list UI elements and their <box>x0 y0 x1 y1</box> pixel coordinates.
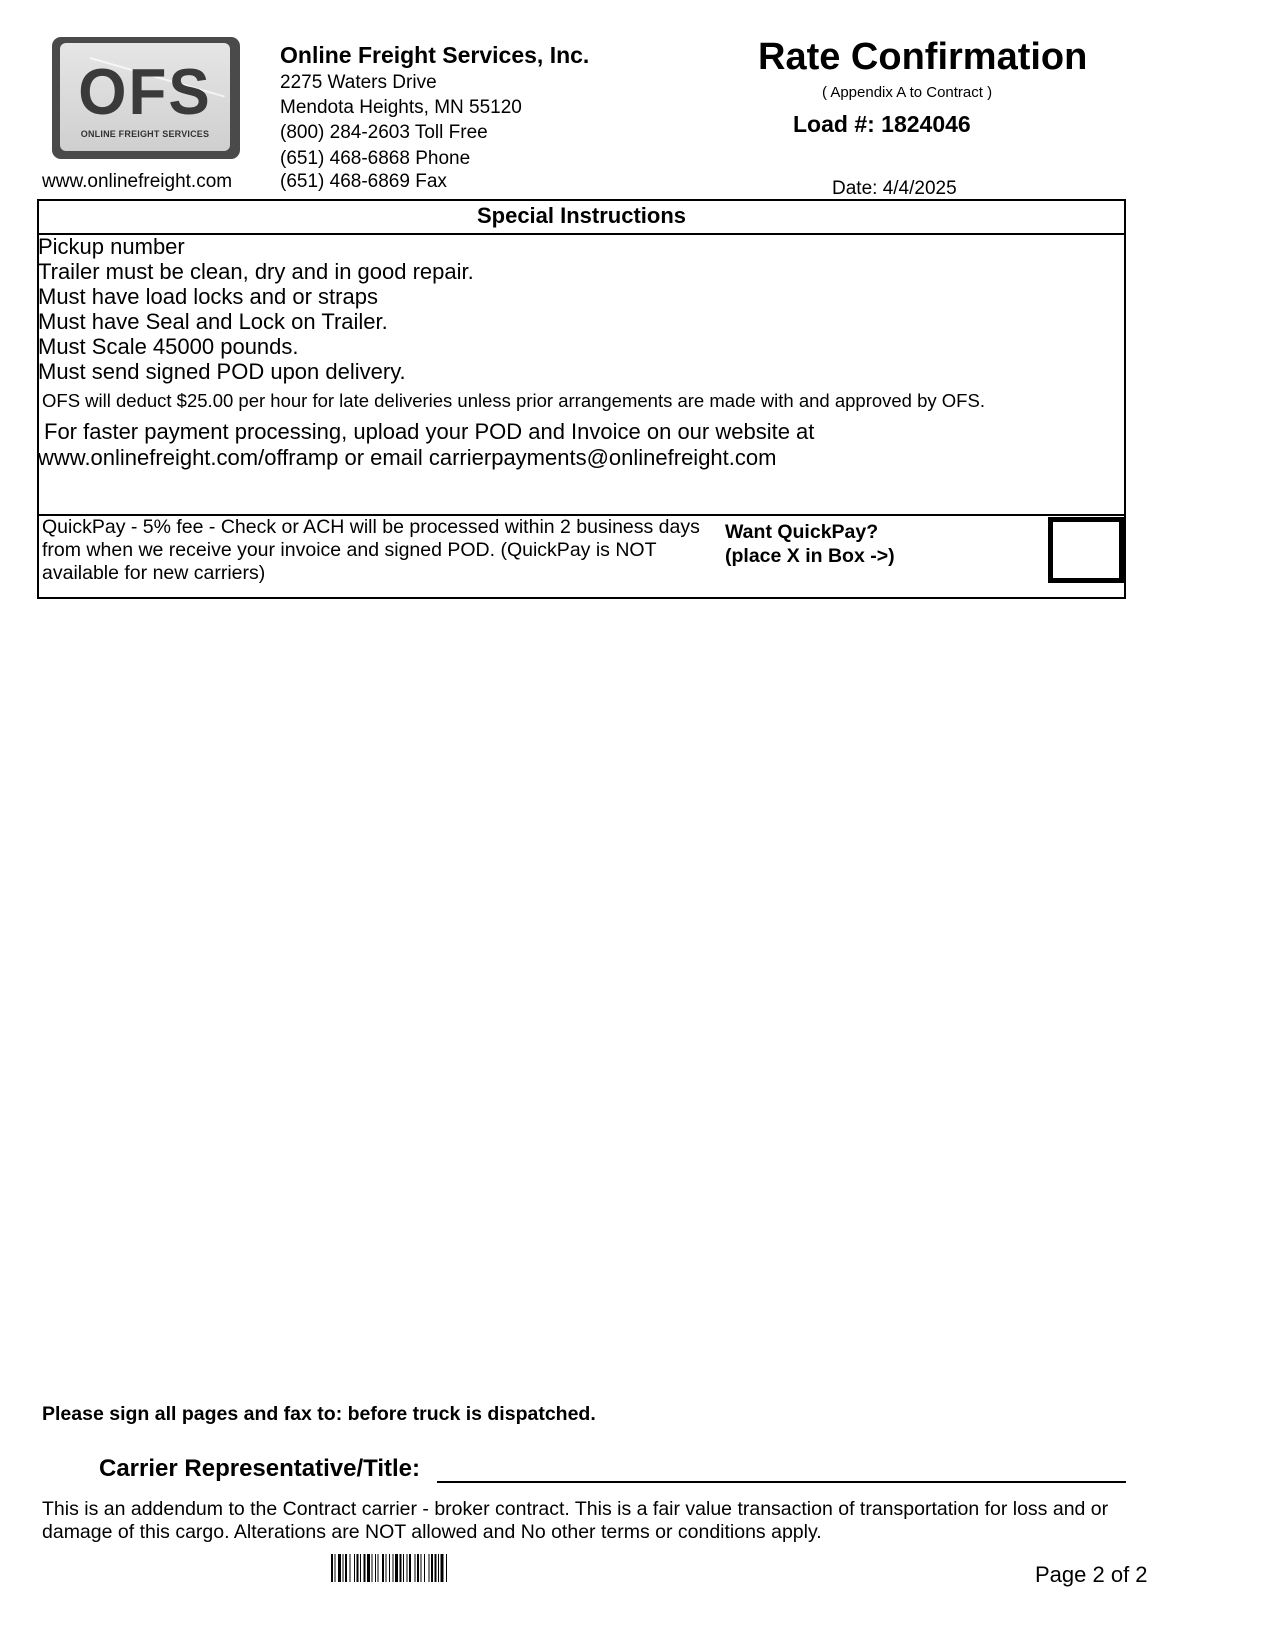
quickpay-question: Want QuickPay? <box>725 521 879 543</box>
instruction-line: Pickup number <box>38 234 185 259</box>
barcode <box>331 1554 531 1582</box>
page-number: Page 2 of 2 <box>1035 1562 1148 1587</box>
carrier-representative-label: Carrier Representative/Title: <box>99 1455 421 1482</box>
carrier-signature-line[interactable] <box>437 1481 1126 1483</box>
instruction-line: Must send signed POD upon delivery. <box>38 359 406 384</box>
document-title: Rate Confirmation <box>758 36 1088 78</box>
address-street: 2275 Waters Drive <box>280 72 437 93</box>
fax-number: (651) 468-6869 Fax <box>280 171 447 192</box>
logo-plate <box>60 43 230 151</box>
instruction-line: Must have load locks and or straps <box>38 284 378 309</box>
contract-disclaimer: This is an addendum to the Contract carrier - broker contract. This is a fair value transaction of transportation for loss and or damage of this cargo. Alterations are NOT allowed and No other terms or conditions apply. <box>42 1498 1109 1543</box>
document-date: Date: 4/4/2025 <box>832 178 957 199</box>
quickpay-hint: (place X in Box ->) <box>725 545 895 567</box>
quickpay-terms: QuickPay - 5% fee - Check or ACH will be processed within 2 business days from when we receive your invoice and signed POD. (QuickPay is NOT available for new carriers) <box>42 516 700 584</box>
late-delivery-notice: OFS will deduct $25.00 per hour for late deliveries unless prior arrangements are made with and approved by OFS. <box>42 390 985 411</box>
sign-instructions: Please sign all pages and fax to: before truck is dispatched. <box>42 1403 596 1425</box>
appendix-note: ( Appendix A to Contract ) <box>822 84 993 101</box>
instruction-line: Must have Seal and Lock on Trailer. <box>38 309 388 334</box>
load-number: Load #: 1824046 <box>793 111 971 137</box>
instruction-line: Trailer must be clean, dry and in good repair. <box>38 259 474 284</box>
phone-main: (651) 468-6868 Phone <box>280 148 471 169</box>
logo-mark: OFS <box>78 56 212 129</box>
phone-toll-free: (800) 284-2603 Toll Free <box>280 122 488 143</box>
quickpay-checkbox[interactable] <box>1048 517 1124 583</box>
address-city: Mendota Heights, MN 55120 <box>280 97 522 118</box>
special-instructions-heading: Special Instructions <box>37 199 1126 235</box>
logo-subtitle: ONLINE FREIGHT SERVICES <box>80 129 210 139</box>
payment-upload-link: www.onlinefreight.com/offramp or email carrierpayments@onlinefreight.com <box>38 445 777 470</box>
payment-processing-note: For faster payment processing, upload your POD and Invoice on our website at <box>44 419 815 444</box>
company-name: Online Freight Services, Inc. <box>280 42 590 68</box>
instruction-line: Must Scale 45000 pounds. <box>38 334 299 359</box>
quickpay-label <box>725 520 895 568</box>
website-url: www.onlinefreight.com <box>42 171 233 192</box>
company-logo <box>52 37 240 159</box>
